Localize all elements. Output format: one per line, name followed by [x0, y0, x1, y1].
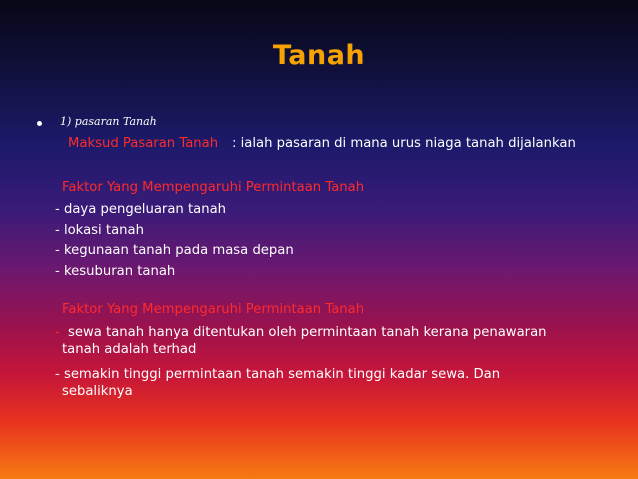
section1-item: - daya pengeluaran tanah [55, 202, 227, 217]
section2-item1-line2: tanah adalah terhad [62, 342, 197, 357]
section2-item2-line1: - semakin tinggi permintaan tanah semakin tinggi kadar sewa. Dan [55, 367, 501, 382]
section1-item: - kegunaan tanah pada masa depan [55, 243, 294, 258]
section1-heading: Faktor Yang Mempengaruhi Permintaan Tanah [62, 180, 365, 195]
bullet-heading: 1) pasaran Tanah [60, 115, 157, 128]
section2-item1-line1: sewa tanah hanya ditentukan oleh permintaan tanah kerana penawaran [68, 325, 547, 340]
section2-heading: Faktor Yang Mempengaruhi Permintaan Tanah [62, 302, 365, 317]
definition-description: : ialah pasaran di mana urus niaga tanah dijalankan [232, 136, 576, 151]
section1-item: - kesuburan tanah [55, 264, 176, 279]
section2-item2-line2: sebaliknya [62, 384, 133, 399]
bullet-icon [37, 121, 42, 126]
definition-term: Maksud Pasaran Tanah [68, 136, 219, 151]
section1-item: - lokasi tanah [55, 223, 144, 238]
section2-dash: - [55, 325, 60, 340]
slide-title: Tanah [272, 40, 366, 71]
